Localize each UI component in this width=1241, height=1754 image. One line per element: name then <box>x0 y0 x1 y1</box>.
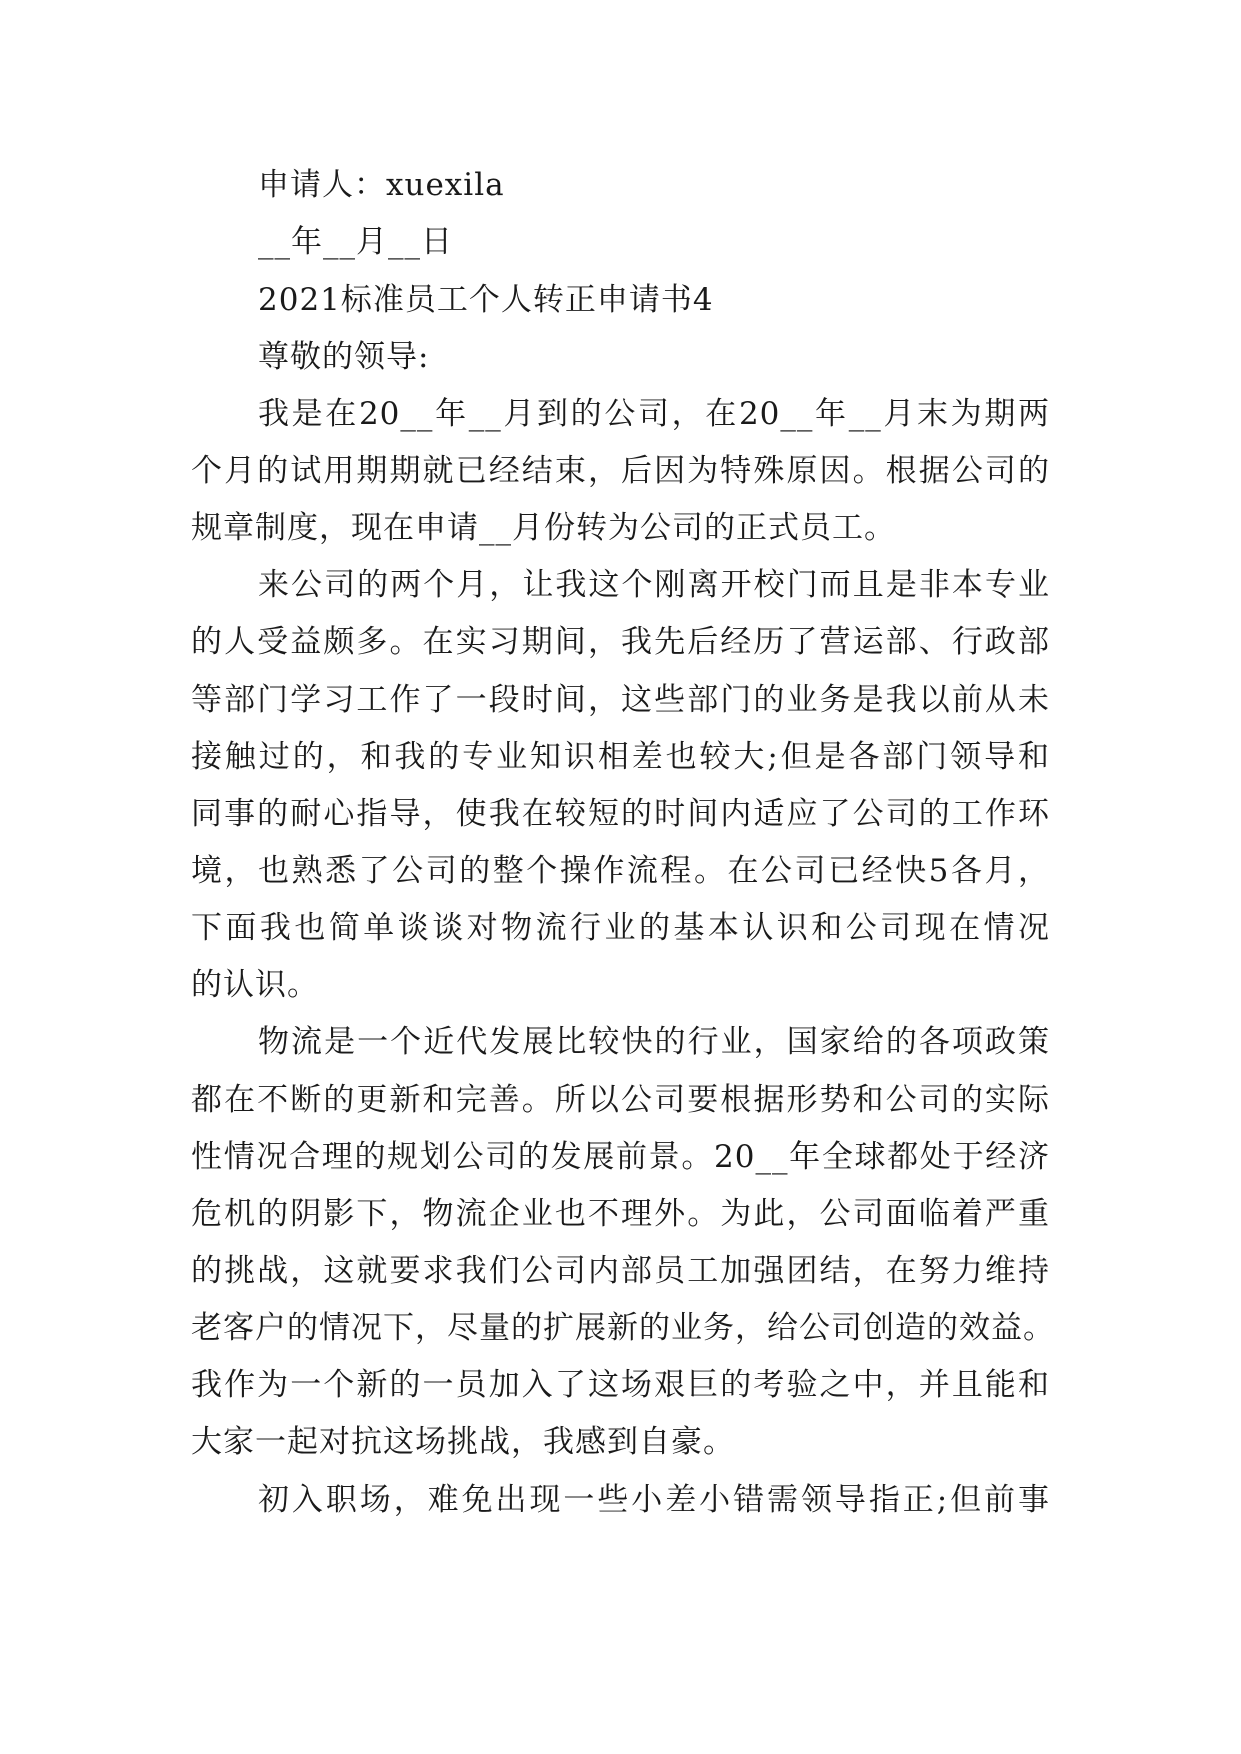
applicant-line: 申请人：xuexila <box>258 167 505 203</box>
paragraph-1-line-2: 个月的试用期期就已经结束，后因为特殊原因。根据公司的 <box>191 453 1050 489</box>
paragraph-3-line-1: 物流是一个近代发展比较快的行业，国家给的各项政策 <box>258 1024 1050 1060</box>
paragraph-2-line-2: 的人受益颇多。在实习期间，我先后经历了营运部、行政部 <box>191 624 1050 660</box>
paragraph-3-line-2: 都在不断的更新和完善。所以公司要根据形势和公司的实际 <box>191 1082 1050 1118</box>
paragraph-1-line-3: 规章制度，现在申请__月份转为公司的正式员工。 <box>191 510 896 546</box>
paragraph-2-line-7: 下面我也简单谈谈对物流行业的基本认识和公司现在情况 <box>191 910 1050 946</box>
paragraph-3-line-5: 的挑战，这就要求我们公司内部员工加强团结，在努力维持 <box>191 1253 1050 1289</box>
paragraph-3-line-8: 大家一起对抗这场挑战，我感到自豪。 <box>191 1424 735 1460</box>
paragraph-3-line-6: 老客户的情况下，尽量的扩展新的业务，给公司创造的效益。 <box>191 1310 1055 1346</box>
paragraph-2-line-8: 的认识。 <box>191 967 319 1003</box>
paragraph-2-line-3: 等部门学习工作了一段时间，这些部门的业务是我以前从未 <box>191 682 1050 718</box>
paragraph-3-line-7: 我作为一个新的一员加入了这场艰巨的考验之中，并且能和 <box>191 1367 1050 1403</box>
paragraph-2-line-4: 接触过的，和我的专业知识相差也较大;但是各部门领导和 <box>191 739 1050 775</box>
paragraph-2-line-5: 同事的耐心指导，使我在较短的时间内适应了公司的工作环 <box>191 796 1050 832</box>
paragraph-3-line-3: 性情况合理的规划公司的发展前景。20__年全球都处于经济 <box>191 1139 1050 1175</box>
paragraph-4-line-1: 初入职场，难免出现一些小差小错需领导指正;但前事 <box>258 1482 1050 1518</box>
paragraph-2-line-1: 来公司的两个月，让我这个刚离开校门而且是非本专业 <box>258 567 1050 603</box>
salutation: 尊敬的领导: <box>258 339 430 375</box>
paragraph-2-line-6: 境，也熟悉了公司的整个操作流程。在公司已经快5各月， <box>191 853 1050 889</box>
paragraph-1-line-1: 我是在20__年__月到的公司，在20__年__月末为期两 <box>258 396 1050 432</box>
document-title: 2021标准员工个人转正申请书4 <box>258 282 714 318</box>
date-line: __年__月__日 <box>258 224 453 260</box>
paragraph-3-line-4: 危机的阴影下，物流企业也不理外。为此，公司面临着严重 <box>191 1196 1050 1232</box>
